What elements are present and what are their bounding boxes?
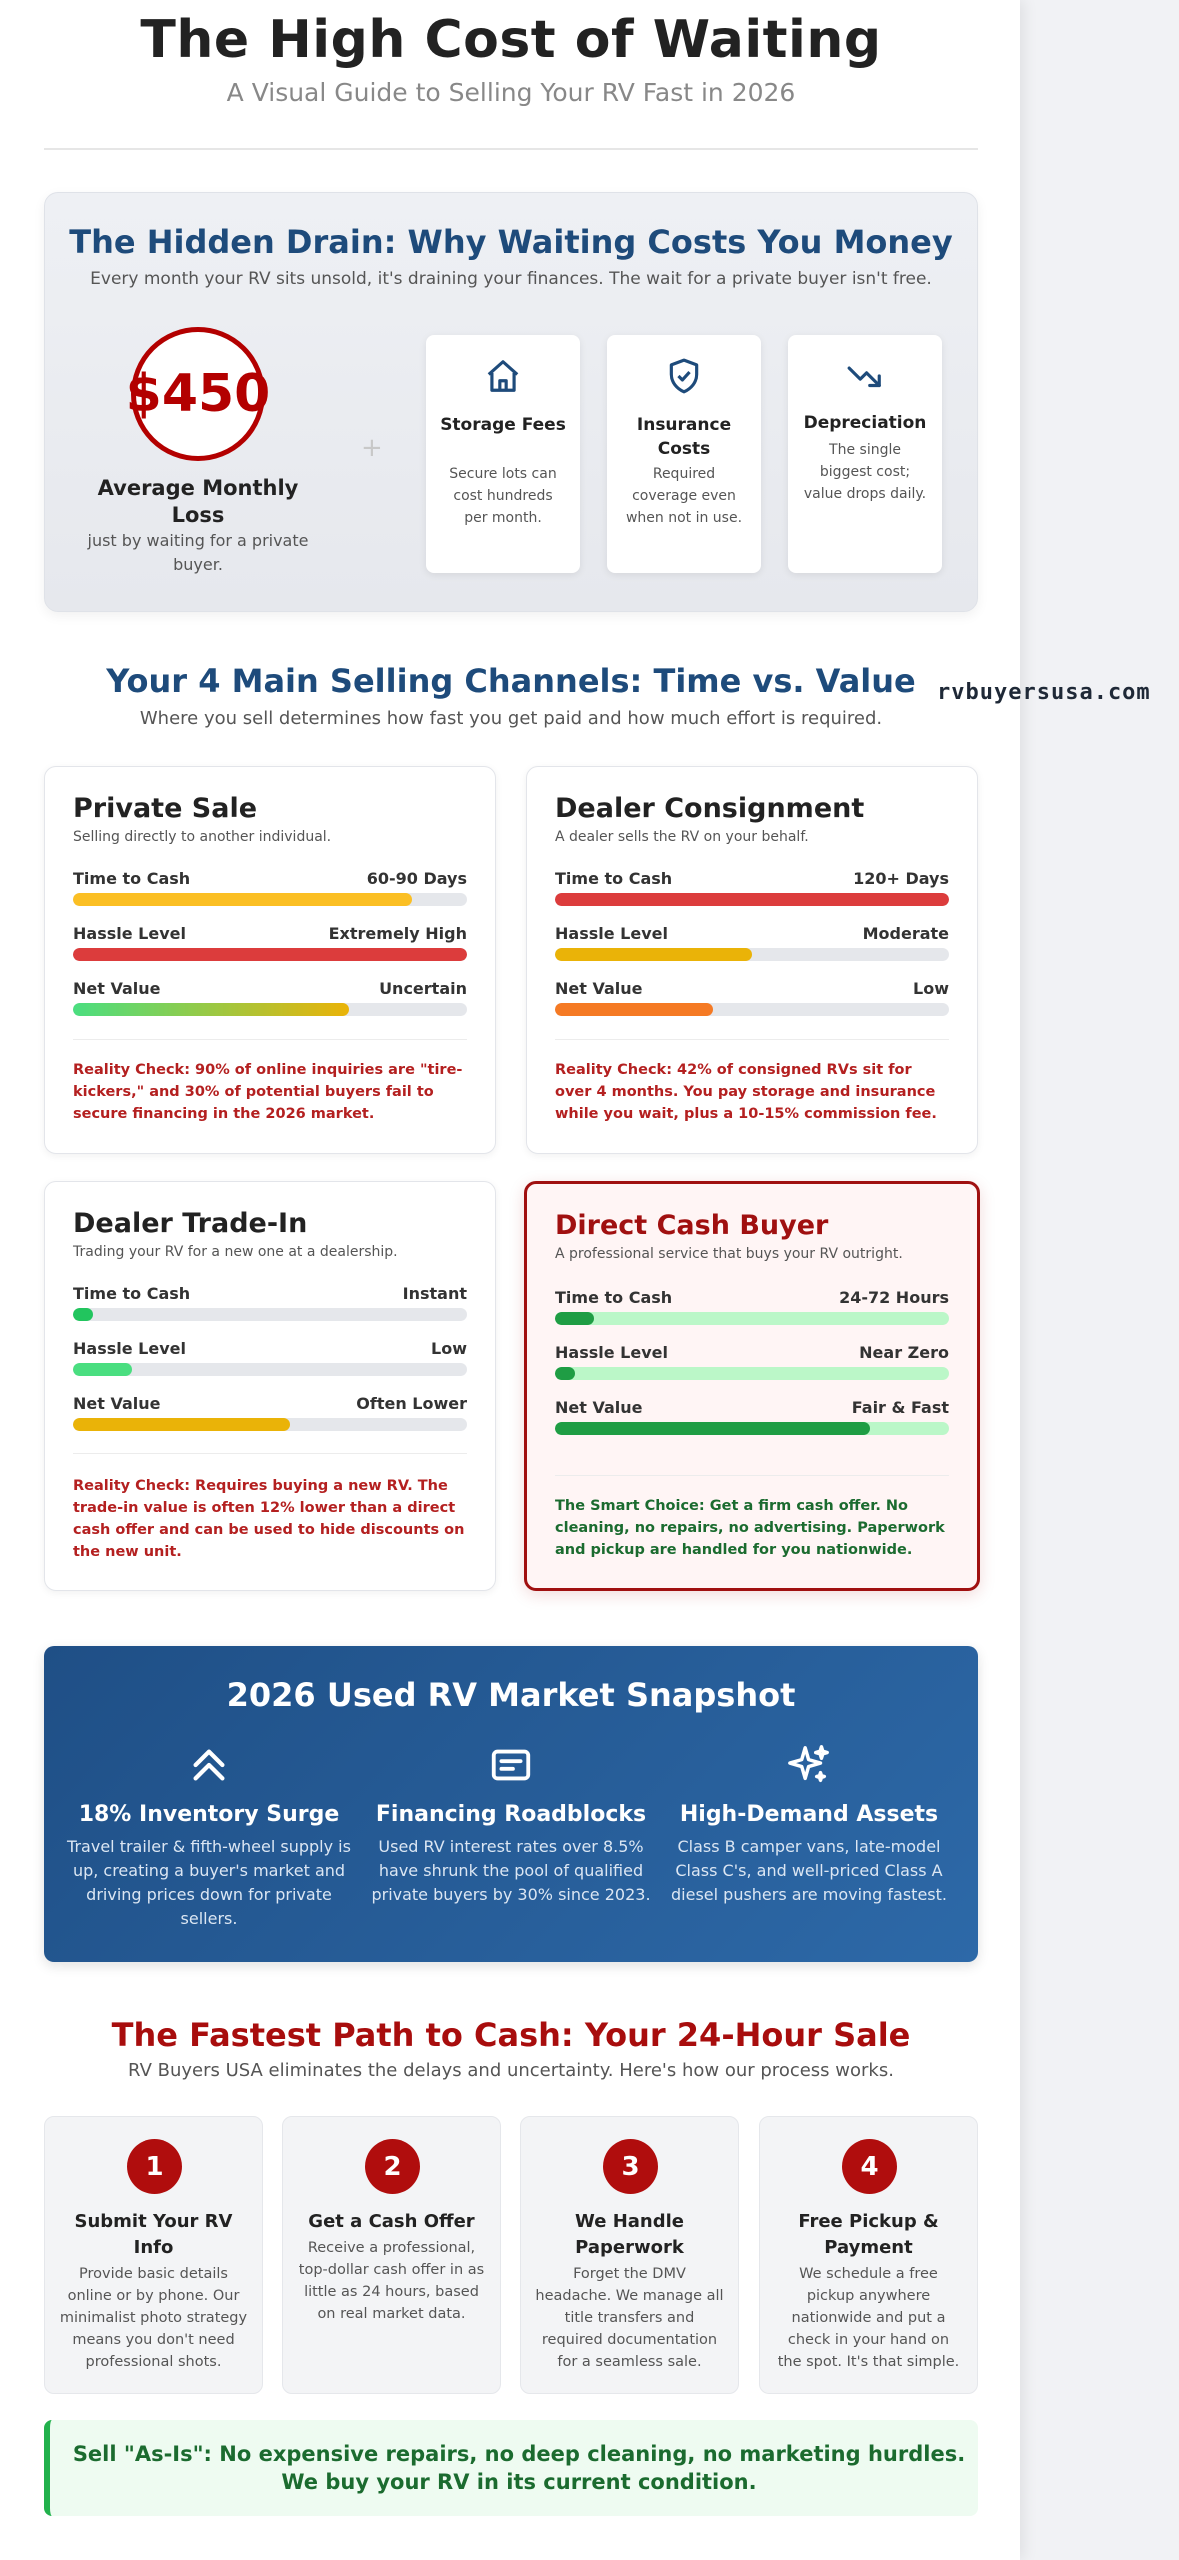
market-item-title: Financing Roadblocks — [375, 1802, 647, 1827]
metric-label: Net Value — [73, 1394, 161, 1413]
step-title: Free Pickup & Payment — [798, 2211, 939, 2258]
metric-bar-track — [555, 1312, 949, 1325]
step-description: Forget the DMV headache. We manage all title transfers and required documentation for a seamless sale. — [535, 2266, 724, 2370]
as-is-text: Sell "As-Is": No expensive repairs, no deep cleaning, no marketing hurdles. We buy your RV in its current condition. — [72, 2442, 966, 2494]
metric-label: Hassle Level — [73, 1339, 186, 1358]
metric-row — [73, 869, 467, 909]
metric-row — [73, 979, 467, 1019]
sparkle-icon — [664, 1742, 954, 1788]
metric-label: Time to Cash — [73, 869, 191, 888]
metric-bar-fill — [73, 1308, 93, 1321]
process-step-1 — [44, 2116, 263, 2394]
cost-description: Required coverage even when not in use. — [625, 466, 743, 526]
channel-card-dealer-consignment — [526, 766, 978, 1154]
cost-title: Insurance Costs — [636, 415, 732, 459]
divider — [555, 1475, 949, 1476]
metric-label: Time to Cash — [73, 1284, 191, 1303]
metric-label: Net Value — [555, 1398, 643, 1417]
metric-value: Extremely High — [328, 924, 467, 943]
metric-bar-track — [555, 893, 949, 906]
metric-value: Near Zero — [859, 1343, 949, 1362]
cost-card-insurance — [607, 335, 761, 573]
metric-bar-track — [73, 1418, 467, 1431]
metric-value: Fair & Fast — [851, 1398, 949, 1417]
hidden-drain-card — [44, 192, 978, 612]
metric-label: Time to Cash — [555, 1288, 673, 1307]
metric-value: Uncertain — [379, 979, 467, 998]
metric-label: Hassle Level — [555, 924, 668, 943]
metric-bar-fill — [73, 1003, 349, 1016]
metric-label: Time to Cash — [555, 869, 673, 888]
market-item-demand — [664, 1742, 954, 1907]
metric-row — [555, 869, 949, 909]
trend-down-icon — [788, 357, 942, 395]
metric-bar-fill — [555, 1312, 594, 1325]
shield-check-icon — [607, 357, 761, 395]
metric-label: Hassle Level — [555, 1343, 668, 1362]
metric-bar-fill — [555, 948, 752, 961]
process-step-3 — [520, 2116, 739, 2394]
step-title: Get a Cash Offer — [308, 2211, 475, 2232]
as-is-banner — [44, 2420, 978, 2516]
metric-row — [73, 1394, 467, 1434]
metric-row — [73, 1339, 467, 1379]
market-item-description: Used RV interest rates over 8.5% have shrunk the pool of qualified private buyers by 30% since 2023. — [371, 1837, 651, 1904]
process-description: RV Buyers USA eliminates the delays and uncertainty. Here's how our process works. — [128, 2060, 894, 2081]
divider — [555, 1039, 949, 1040]
process-title: The Fastest Path to Cash: Your 24-Hour Sale — [111, 2016, 911, 2054]
step-number: 3 — [603, 2139, 658, 2194]
metric-bar-fill — [73, 948, 467, 961]
metric-label: Net Value — [73, 979, 161, 998]
channel-card-direct-cash-buyer — [524, 1181, 980, 1591]
metric-value: 24-72 Hours — [839, 1288, 949, 1307]
channel-title: Dealer Trade-In — [73, 1208, 308, 1239]
process-step-2 — [282, 2116, 501, 2394]
watermark: rvbuyersusa.com — [937, 680, 1151, 705]
reality-check-note: Reality Check: Requires buying a new RV. The trade-in value is often 12% lower than a direct cash offer and can be used to hide discounts on the new unit. — [73, 1478, 465, 1560]
divider — [73, 1453, 467, 1454]
metric-bar-fill — [555, 893, 949, 906]
metric-row — [555, 1398, 949, 1438]
page-subtitle: A Visual Guide to Selling Your RV Fast in 2026 — [226, 78, 796, 107]
smart-choice-note: The Smart Choice: Get a firm cash offer. No cleaning, no repairs, no advertising. Paperwork and pickup are handled for you nationwide. — [555, 1498, 945, 1558]
market-item-description: Class B camper vans, late-model Class C's, and well-priced Class A diesel pushers are moving fastest. — [671, 1837, 947, 1904]
metric-row — [555, 1343, 949, 1383]
metric-value: Moderate — [862, 924, 949, 943]
metric-row — [73, 924, 467, 964]
step-number: 1 — [127, 2139, 182, 2194]
step-number: 4 — [842, 2139, 897, 2194]
divider — [44, 148, 978, 150]
metric-bar-track — [73, 893, 467, 906]
metric-bar-track — [555, 1367, 949, 1380]
loss-amount: $450 — [125, 364, 271, 424]
market-snapshot — [44, 1646, 978, 1962]
market-item-title: 18% Inventory Surge — [78, 1802, 340, 1827]
market-title: 2026 Used RV Market Snapshot — [226, 1676, 796, 1714]
metric-value: Instant — [402, 1284, 467, 1303]
cost-description: Secure lots can cost hundreds per month. — [449, 466, 557, 526]
reality-check-note: Reality Check: 42% of consigned RVs sit for over 4 months. You pay storage and insurance while you wait, plus a 10-15% commission fee. — [555, 1062, 937, 1122]
metric-bar-track — [73, 1308, 467, 1321]
loss-label: Average Monthly Loss — [97, 476, 299, 527]
cost-card-storage — [426, 335, 580, 573]
plus-icon: + — [361, 433, 383, 463]
channel-title: Direct Cash Buyer — [555, 1210, 829, 1241]
metric-bar-track — [555, 1422, 949, 1435]
metric-bar-fill — [73, 893, 412, 906]
market-item-financing — [366, 1742, 656, 1907]
metric-bar-fill — [73, 1363, 132, 1376]
channel-subtitle: Selling directly to another individual. — [73, 829, 332, 845]
step-description: Provide basic details online or by phone. Our minimalist photo strategy means you don't need professional shots. — [59, 2266, 248, 2370]
market-item-inventory — [64, 1742, 354, 1931]
metric-row — [555, 979, 949, 1019]
metric-bar-track — [73, 1363, 467, 1376]
channels-description: Where you sell determines how fast you get paid and how much effort is required. — [139, 708, 883, 729]
metric-bar-fill — [73, 1418, 290, 1431]
reality-check-note: Reality Check: 90% of online inquiries are "tire-kickers," and 30% of potential buyers fail to secure financing in the 2026 market. — [73, 1062, 463, 1122]
channels-title: Your 4 Main Selling Channels: Time vs. Value — [106, 662, 916, 700]
hidden-drain-description: Every month your RV sits unsold, it's draining your finances. The wait for a private buyer isn't free. — [90, 269, 932, 289]
step-description: We schedule a free pickup anywhere nationwide and put a check in your hand on the spot. It's that simple. — [777, 2266, 960, 2370]
metric-row — [555, 1288, 949, 1328]
metric-bar-track — [555, 1003, 949, 1016]
metric-value: Often Lower — [356, 1394, 467, 1413]
metric-bar-fill — [555, 1003, 713, 1016]
metric-bar-track — [73, 1003, 467, 1016]
cost-title: Storage Fees — [440, 415, 566, 435]
channel-subtitle: Trading your RV for a new one at a dealership. — [73, 1244, 398, 1260]
loss-sublabel: just by waiting for a private buyer. — [87, 531, 309, 574]
process-step-4 — [759, 2116, 978, 2394]
channel-card-private-sale — [44, 766, 496, 1154]
step-title: Submit Your RV Info — [74, 2211, 233, 2258]
cost-description: The single biggest cost; value drops daily. — [803, 442, 927, 502]
card-icon — [366, 1742, 656, 1788]
metric-value: Low — [431, 1339, 467, 1358]
metric-row — [73, 1284, 467, 1324]
home-icon — [426, 357, 580, 395]
metric-row — [555, 924, 949, 964]
step-title: We Handle Paperwork — [575, 2211, 684, 2258]
hidden-drain-title: The Hidden Drain: Why Waiting Costs You Money — [69, 223, 953, 261]
metric-value: Low — [913, 979, 949, 998]
channel-subtitle: A dealer sells the RV on your behalf. — [555, 829, 809, 845]
divider — [73, 1039, 467, 1040]
cost-title: Depreciation — [803, 413, 927, 433]
step-number: 2 — [365, 2139, 420, 2194]
page-title: The High Cost of Waiting — [140, 10, 882, 70]
metric-label: Net Value — [555, 979, 643, 998]
double-chevron-up-icon — [64, 1742, 354, 1788]
metric-bar-fill — [555, 1367, 575, 1380]
metric-value: 120+ Days — [853, 869, 949, 888]
channel-subtitle: A professional service that buys your RV outright. — [555, 1246, 903, 1262]
step-description: Receive a professional, top-dollar cash offer in as little as 24 hours, based on real market data. — [298, 2240, 485, 2322]
channel-card-dealer-trade-in — [44, 1181, 496, 1591]
metric-value: 60-90 Days — [366, 869, 467, 888]
market-item-description: Travel trailer & fifth-wheel supply is up, creating a buyer's market and driving prices down for private sellers. — [67, 1837, 351, 1928]
loss-circle — [125, 327, 271, 461]
channel-title: Dealer Consignment — [555, 793, 865, 824]
cost-card-depreciation — [788, 335, 942, 573]
channel-title: Private Sale — [73, 793, 258, 824]
metric-bar-fill — [555, 1422, 870, 1435]
metric-label: Hassle Level — [73, 924, 186, 943]
metric-bar-track — [73, 948, 467, 961]
market-item-title: High-Demand Assets — [679, 1802, 939, 1827]
metric-bar-track — [555, 948, 949, 961]
